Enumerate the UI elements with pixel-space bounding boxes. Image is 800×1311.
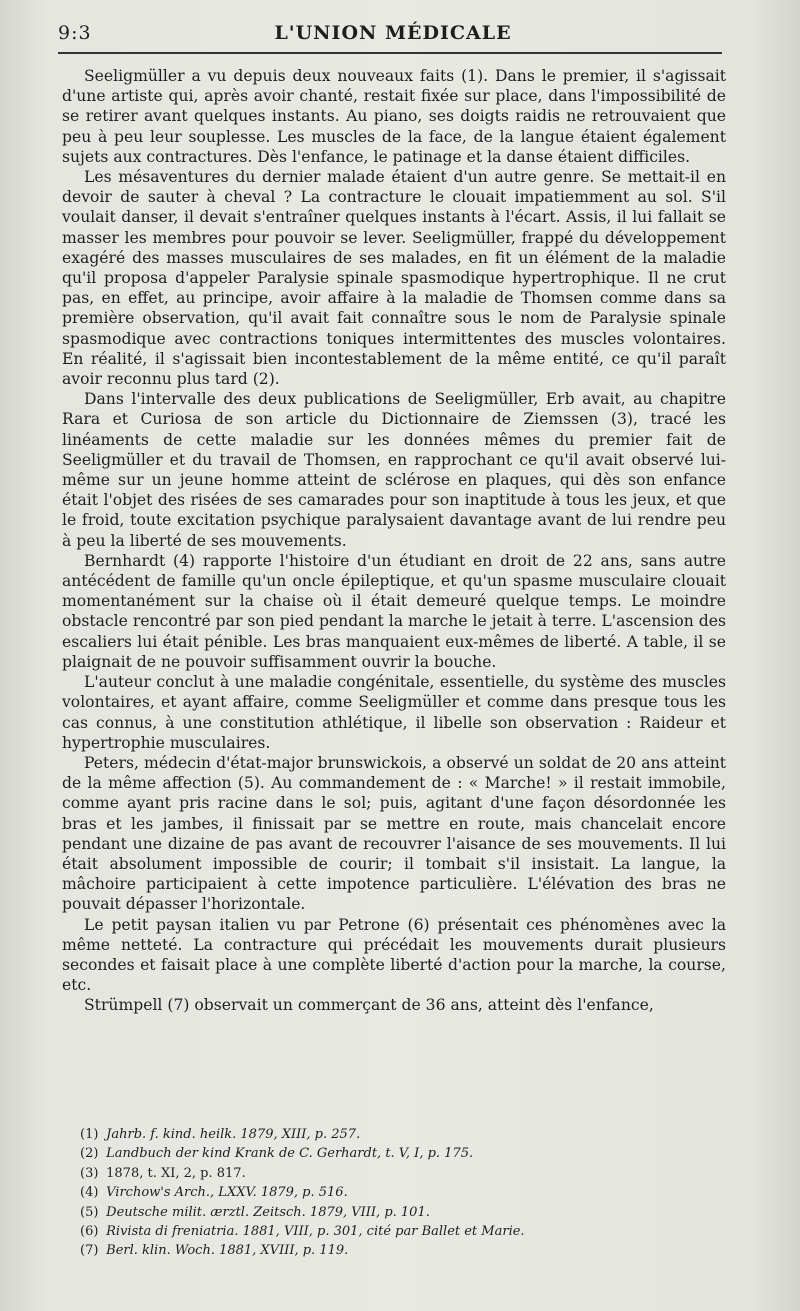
footnote-number: (1)	[80, 1127, 99, 1142]
paragraph: Les mésaventures du dernier malade étaient d'un autre genre. Se mettait-il en devoir de sauter à cheval ? La contracture le clouait impatiemment au sol. S'il voulait danser, il devait s'entraîner quelques instants à l'écart. Assis, il lui fallait se masser les membres pour pouvoir se lever. Seeligmüller, frappé du développement exagéré des masses musculaires de ses malades, en fit un élément de la maladie qu'il proposa d'appeler Paralysie spinale spasmodique hypertrophique. Il ne crut pas, en effet, au principe, avoir affaire à la maladie de Thomsen comme dans sa première observation, qu'il avait fait connaître sous le nom de Paralysie spinale spasmodique avec contractions toniques intermittentes des muscles volontaires. En réalité, il s'agissait bien incontestablement de la même entité, ce qu'il paraît avoir reconnu plus tard (2).	[62, 168, 726, 389]
footnote-text: 1878, t. XI, 2, p. 817.	[106, 1165, 246, 1181]
footnote-number: (5)	[80, 1204, 99, 1220]
paragraph: Dans l'intervalle des deux publications de Seeligmüller, Erb avait, au chapitre Rara et Curiosa de son article du Dictionnaire de Ziemssen (3), tracé les linéaments de cette maladie sur les données mêmes du premier fait de Seeligmüller et du travail de Thomsen, en rapprochant ce qu'il avait observé lui-même sur un jeune homme atteint de sclérose en plaques, qui dès son enfance était l'objet des risées de ses camarades pour son inaptitude à tous les jeux, et que le froid, toute excitation psychique paralysaient davantage avant de lui rendre peu à peu la liberté de ses mouvements.	[62, 390, 726, 550]
footnote-text: Jahrb. f. kind. heilk. 1879, XIII, p. 257.	[106, 1127, 361, 1142]
paragraph: Seeligmüller a vu depuis deux nouveaux faits (1). Dans le premier, il s'agissait d'une artiste qui, après avoir chanté, restait fixée sur place, dans l'impossibilité de se retirer avant quelques instants. Au piano, ses doigts raidis ne retrouvaient que peu à peu leur souplesse. Les muscles de la face, de la langue étaient également sujets aux contractures. Dès l'enfance, le patinage et la danse étaient difficiles.	[62, 67, 726, 166]
paragraph: L'auteur conclut à une maladie congénitale, essentielle, du système des muscles volontaires, et ayant affaire, comme Seeligmüller et comme dans presque tous les cas connus, à une constitution athlétique, il libelle son observation : Raideur et hypertrophie musculaires.	[62, 673, 726, 752]
paragraph: Le petit paysan italien vu par Petrone (6) présentait ces phénomènes avec la même netteté. La contracture qui précédait les mouvements durait plusieurs secondes et faisait place à une complète liberté d'action pour la marche, la course, etc.	[62, 915, 726, 995]
page-number: 9:3	[58, 22, 92, 44]
footnote-number: (7)	[80, 1243, 99, 1259]
footnote	[80, 1241, 720, 1260]
footnote	[80, 1203, 720, 1222]
footnote-number: (2)	[80, 1146, 99, 1162]
footnote-text: Berl. klin. Woch. 1881, XVIII, p. 119.	[106, 1243, 349, 1259]
footnotes	[80, 1125, 720, 1261]
footnote-text: Rivista di freniatria. 1881, VIII, p. 301, cité par Ballet et Marie.	[106, 1224, 525, 1240]
footnote	[80, 1144, 720, 1163]
footnote	[80, 1222, 720, 1241]
footnote-number: (6)	[80, 1224, 99, 1240]
paragraph: Peters, médecin d'état-major brunswickois, a observé un soldat de 20 ans atteint de la même affection (5). Au commandement de : « Marche! » il restait immobile, comme ayant pris racine dans le sol; puis, agitant d'une façon désordonnée les bras et les jambes, il finissait par se mettre en route, mais chancelait encore pendant une dizaine de pas avant de recouvrer l'aisance de ses mouvements. Il lui était absolument impossible de courir; il tombait s'il insistait. La langue, la mâchoire participaient à cette impotence particulière. L'élévation des bras ne pouvait dépasser l'horizontale.	[62, 753, 726, 914]
journal-title: L'UNION MÉDICALE	[274, 22, 512, 44]
footnote	[80, 1183, 720, 1202]
footnote-text: Virchow's Arch., LXXV. 1879, p. 516.	[106, 1185, 348, 1201]
footnote-number: (3)	[80, 1165, 99, 1181]
footnote	[80, 1164, 720, 1183]
paragraph: Bernhardt (4) rapporte l'histoire d'un étudiant en droit de 22 ans, sans autre antécédent de famille qu'un oncle épileptique, et qu'un spasme musculaire clouait momentanément sur la chaise où il était demeuré quelque temps. Le moindre obstacle rencontré par son pied pendant la marche le jetait à terre. L'ascension des escaliers lui était pénible. Les bras manquaient eux-mêmes de liberté. A table, il se plaignait de ne pouvoir suffisamment ouvrir la bouche.	[62, 551, 726, 671]
footnote-number: (4)	[80, 1185, 99, 1201]
article-body	[62, 66, 726, 1016]
footnote-text: Deutsche milit. ærztl. Zeitsch. 1879, VIII, p. 101.	[106, 1204, 430, 1220]
page-header	[58, 18, 728, 48]
footnote-text: Landbuch der kind Krank de C. Gerhardt, t. V, I, p. 175.	[106, 1146, 474, 1162]
paragraph: Strümpell (7) observait un commerçant de 36 ans, atteint dès l'enfance,	[84, 996, 654, 1015]
footnote	[80, 1125, 720, 1144]
header-rule	[58, 52, 722, 54]
